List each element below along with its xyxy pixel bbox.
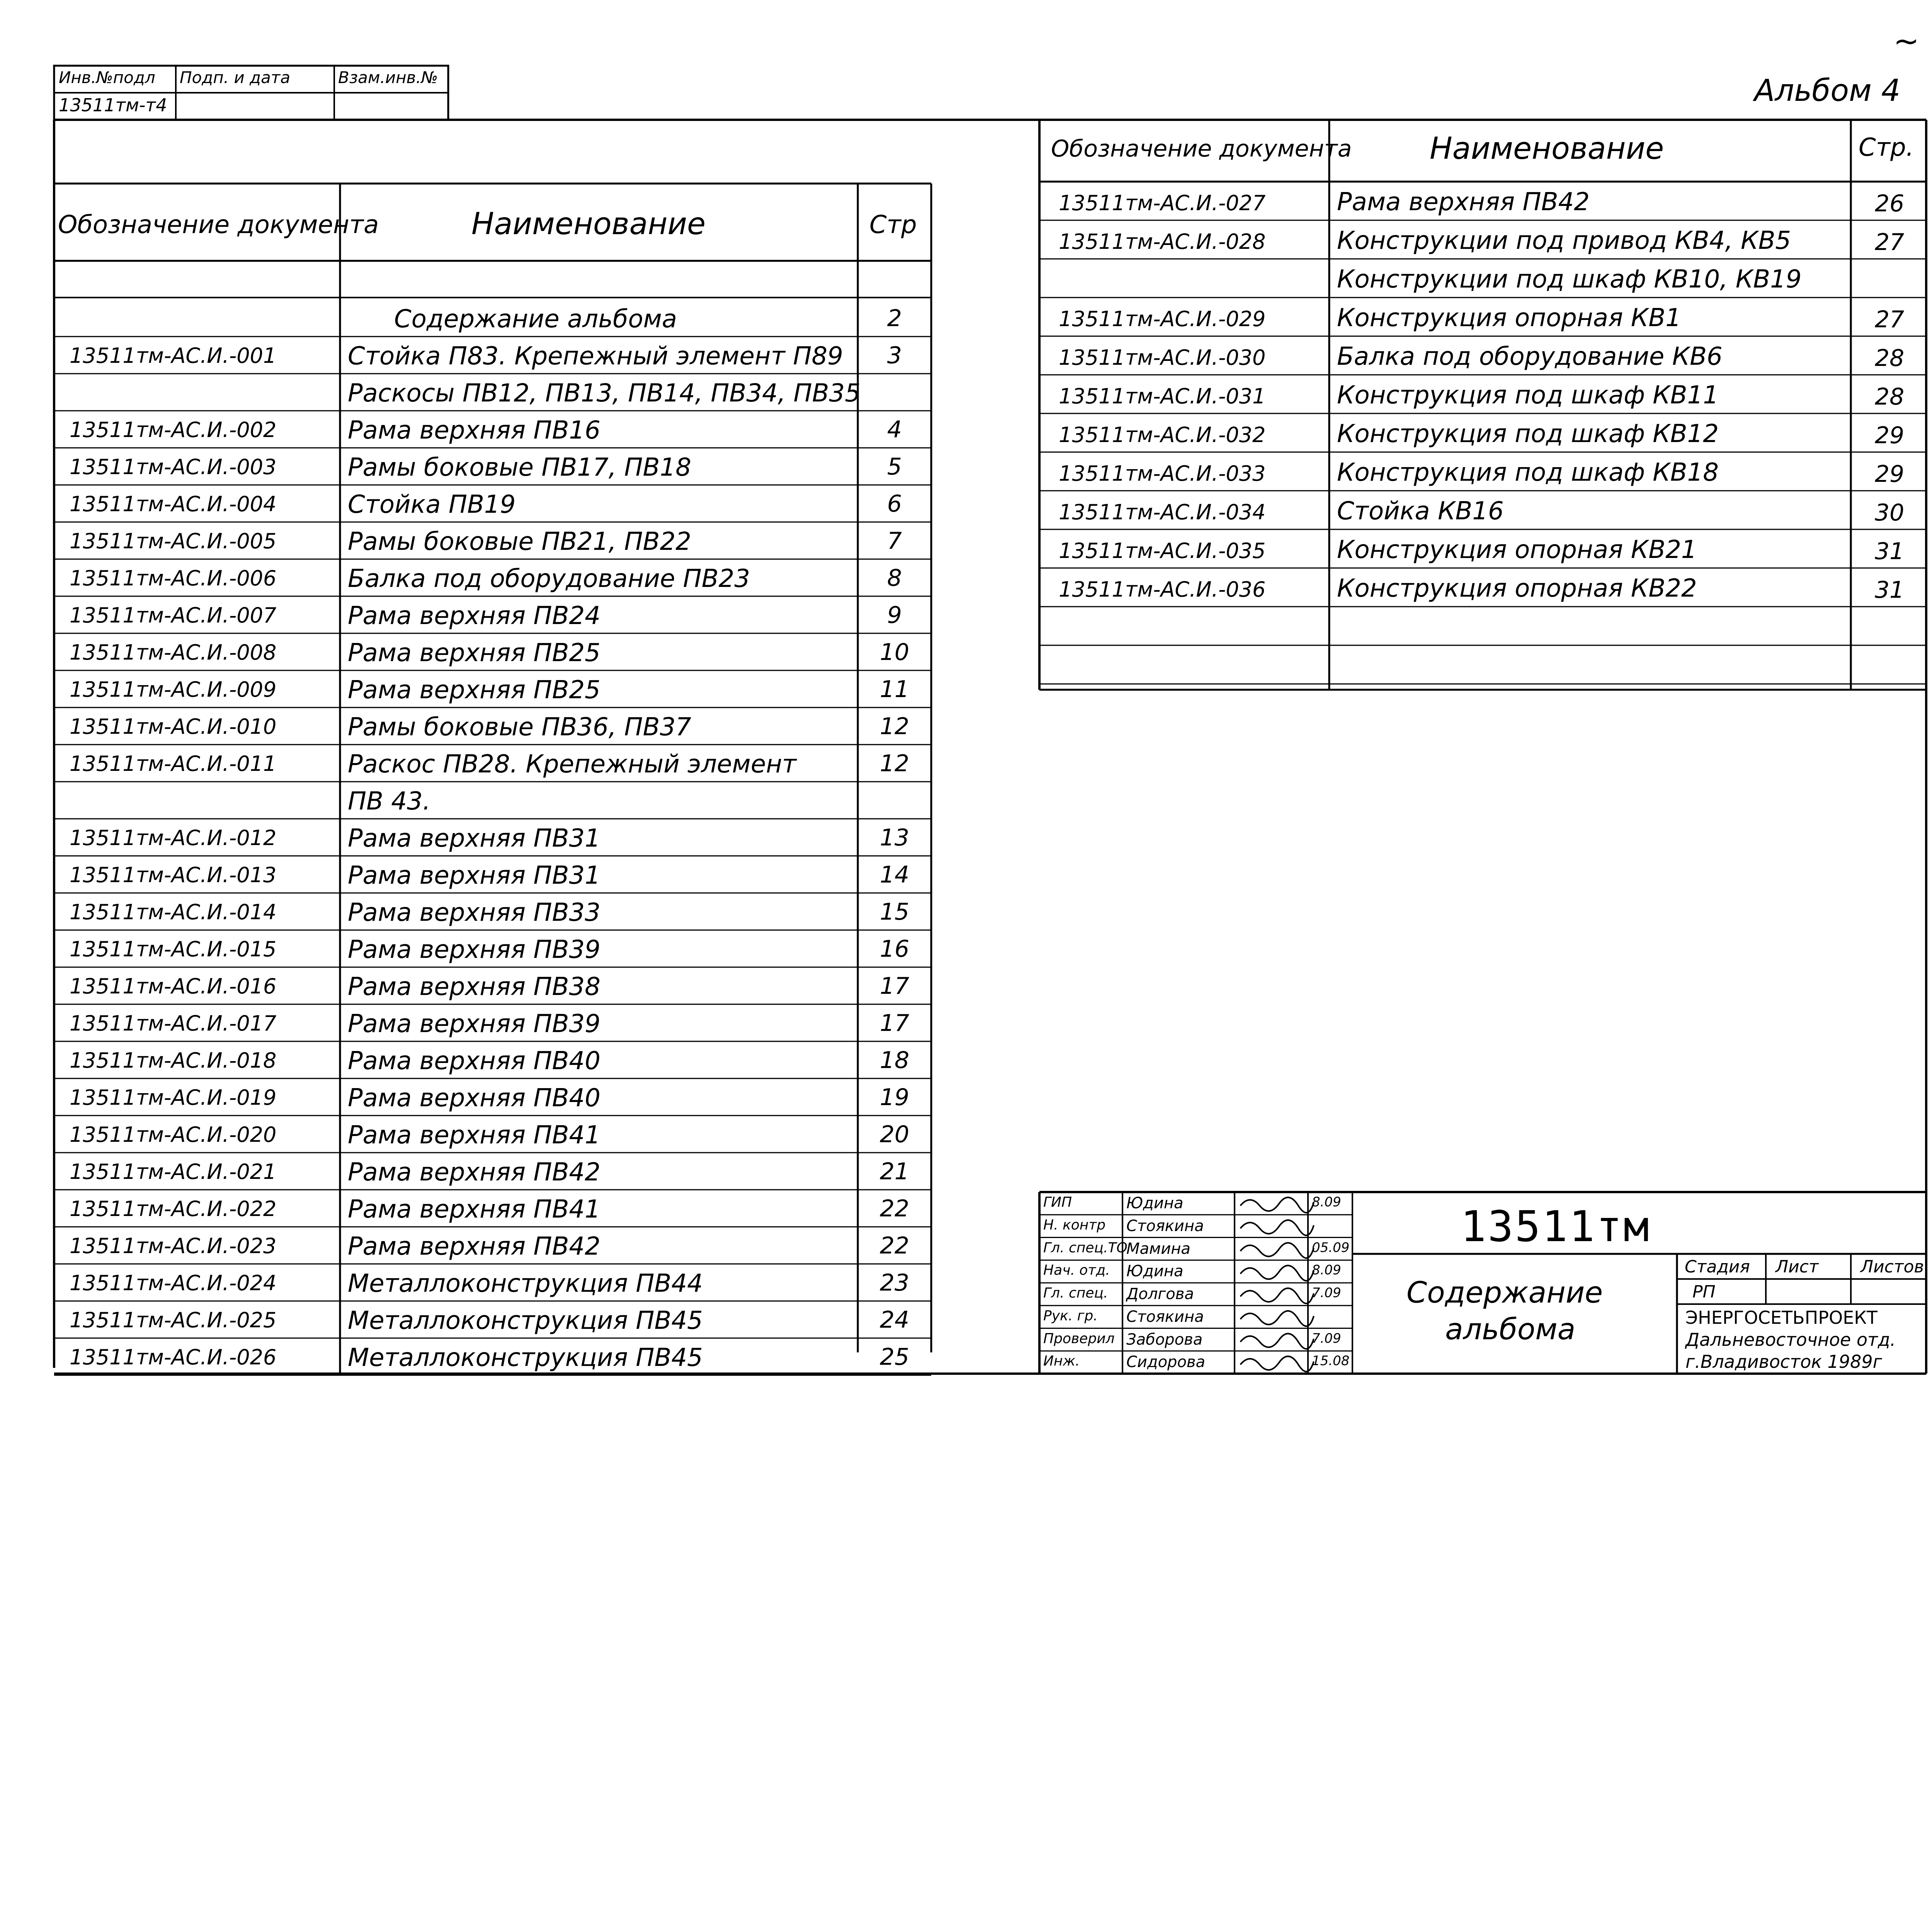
left-row-name: Рама верхняя ПВ38 <box>348 973 600 1001</box>
title-line-2: альбома <box>1445 1312 1576 1346</box>
right-row-page: 29 <box>1874 422 1905 449</box>
left-row-code: 13511тм-АС.И.-021 <box>70 1160 277 1184</box>
signature-name: Долгова <box>1126 1285 1194 1303</box>
right-row-code: 13511тм-АС.И.-033 <box>1059 461 1266 486</box>
left-row-name: Рамы боковые ПВ36, ПВ37 <box>348 713 691 742</box>
left-header-code: Обозначение документа <box>58 211 379 239</box>
right-row-name: Балка под оборудование КВ6 <box>1337 342 1723 371</box>
right-row-name: Конструкции под привод КВ4, КВ5 <box>1337 226 1791 255</box>
signature-scribble <box>1240 1265 1314 1281</box>
right-row-code: 13511тм-АС.И.-029 <box>1059 307 1266 331</box>
right-row-code: 13511тм-АС.И.-034 <box>1059 500 1266 524</box>
left-row-code: 13511тм-АС.И.-008 <box>70 640 277 665</box>
left-row-code: 13511тм-АС.И.-011 <box>70 752 277 776</box>
right-row-code: 13511тм-АС.И.-027 <box>1059 191 1266 215</box>
left-row-page: 22 <box>879 1232 910 1259</box>
left-row-code: 13511тм-АС.И.-006 <box>70 566 277 590</box>
left-row-name: Рама верхняя ПВ25 <box>348 639 600 667</box>
left-row-name: Раскосы ПВ12, ПВ13, ПВ14, ПВ34, ПВ35 <box>348 379 861 408</box>
left-row-code: 13511тм-АС.И.-013 <box>70 863 277 887</box>
left-row-page: 25 <box>879 1344 910 1371</box>
left-row-name: Рама верхняя ПВ31 <box>348 861 600 890</box>
right-row-code: 13511тм-АС.И.-032 <box>1059 423 1266 447</box>
left-row-name: Металлоконструкция ПВ45 <box>348 1306 703 1335</box>
page-mark: ~ <box>1893 23 1920 59</box>
left-header-page: Стр <box>869 211 917 239</box>
right-row-page: 28 <box>1874 345 1905 372</box>
right-row-name: Конструкции под шкаф КВ10, КВ19 <box>1337 265 1802 294</box>
stage-value: РП <box>1692 1282 1716 1302</box>
left-row-page: 9 <box>887 602 902 629</box>
signature-scribble <box>1240 1333 1314 1349</box>
left-row-code: 13511тм-АС.И.-019 <box>70 1085 277 1110</box>
left-row-name: Металлоконструкция ПВ45 <box>348 1344 703 1372</box>
album-label: Альбом 4 <box>1754 73 1901 108</box>
left-row-code: 13511тм-АС.И.-016 <box>70 974 277 998</box>
stage-header: Стадия <box>1685 1257 1750 1277</box>
left-row-code: 13511тм-АС.И.-014 <box>70 900 277 924</box>
right-row-name: Конструкция опорная КВ1 <box>1337 304 1681 332</box>
left-row-name: Рама верхняя ПВ33 <box>348 898 600 927</box>
signature-role: Гл. спец.ТО <box>1043 1240 1128 1256</box>
left-row-name: Рама верхняя ПВ16 <box>348 416 600 445</box>
left-row-name: Стойка ПВ19 <box>348 490 516 519</box>
left-row-name: Рама верхняя ПВ31 <box>348 824 600 853</box>
signature-scribble <box>1240 1311 1314 1327</box>
signature-scribble <box>1240 1356 1314 1372</box>
inventory-col3-header: Взам.инв.№ <box>338 68 438 87</box>
signature-role: Нач. отд. <box>1043 1262 1110 1279</box>
left-row-code: 13511тм-АС.И.-001 <box>70 344 277 368</box>
right-row-name: Конструкция опорная КВ22 <box>1337 574 1697 603</box>
left-row-code: 13511тм-АС.И.-022 <box>70 1197 277 1221</box>
left-row-name: Балка под оборудование ПВ23 <box>348 565 750 593</box>
left-row-name: Рама верхняя ПВ41 <box>348 1121 600 1150</box>
right-header-code: Обозначение документа <box>1051 135 1352 162</box>
left-row-name: Рама верхняя ПВ39 <box>348 1010 600 1038</box>
signature-role: Н. контр <box>1043 1217 1106 1233</box>
left-header-name: Наименование <box>471 207 706 242</box>
left-row-code: 13511тм-АС.И.-024 <box>70 1271 277 1295</box>
left-row-name: Рама верхняя ПВ40 <box>348 1084 600 1112</box>
left-row-name: Рама верхняя ПВ40 <box>348 1047 600 1075</box>
title-line-1: Содержание <box>1406 1275 1603 1310</box>
org-line-3: г.Владивосток 1989г <box>1685 1351 1882 1372</box>
signature-role: Рук. гр. <box>1043 1308 1098 1324</box>
sheet-header: Лист <box>1776 1257 1819 1277</box>
left-row-code: 13511тм-АС.И.-010 <box>70 714 277 739</box>
left-row-page: 21 <box>879 1158 910 1185</box>
left-row-name: Рама верхняя ПВ42 <box>348 1232 600 1261</box>
org-line-2: Дальневосточное отд. <box>1685 1329 1896 1350</box>
left-row-name: Содержание альбома <box>394 305 677 333</box>
left-row-code: 13511тм-АС.И.-005 <box>70 529 277 553</box>
signature-name: Сидорова <box>1126 1353 1206 1371</box>
left-row-page: 15 <box>879 898 910 925</box>
left-row-code: 13511тм-АС.И.-017 <box>70 1011 277 1036</box>
inventory-col2-header: Подп. и дата <box>180 68 291 87</box>
right-row-name: Конструкция под шкаф КВ11 <box>1337 381 1719 410</box>
left-row-name: Рамы боковые ПВ17, ПВ18 <box>348 453 691 482</box>
left-row-name: Стойка П83. Крепежный элемент П89 <box>348 342 843 371</box>
right-row-name: Конструкция под шкаф КВ18 <box>1337 458 1719 487</box>
left-row-code: 13511тм-АС.И.-025 <box>70 1308 277 1332</box>
signature-name: Стоякина <box>1126 1308 1204 1326</box>
left-row-code: 13511тм-АС.И.-023 <box>70 1234 277 1258</box>
signature-date: 15.08 <box>1312 1353 1350 1369</box>
left-row-page: 19 <box>879 1084 910 1111</box>
left-row-code: 13511тм-АС.И.-012 <box>70 826 277 850</box>
org-line-1: ЭНЕРГОСЕТЬПРОЕКТ <box>1685 1307 1878 1328</box>
signature-name: Мамина <box>1126 1240 1190 1258</box>
left-row-name: Рама верхняя ПВ24 <box>348 602 600 630</box>
left-row-page: 13 <box>879 824 910 851</box>
left-row-name: Рама верхняя ПВ25 <box>348 676 600 704</box>
left-row-name: ПВ 43. <box>348 787 431 816</box>
right-header-page: Стр. <box>1859 133 1914 162</box>
sheets-header: Листов <box>1861 1257 1924 1277</box>
right-row-code: 13511тм-АС.И.-036 <box>1059 577 1266 602</box>
signature-name: Стоякина <box>1126 1217 1204 1235</box>
left-row-code: 13511тм-АС.И.-015 <box>70 937 277 961</box>
inventory-col1-value: 13511тм-т4 <box>59 95 167 116</box>
signature-scribble <box>1240 1243 1314 1258</box>
left-row-name: Рама верхняя ПВ39 <box>348 935 600 964</box>
signature-date: 8.09 <box>1312 1262 1341 1278</box>
left-row-page: 6 <box>887 490 902 517</box>
right-row-name: Стойка КВ16 <box>1337 497 1504 526</box>
left-row-code: 13511тм-АС.И.-018 <box>70 1048 277 1073</box>
left-row-name: Рама верхняя ПВ42 <box>348 1158 600 1187</box>
left-row-name: Раскос ПВ28. Крепежный элемент <box>348 750 797 779</box>
signature-date: 7.09 <box>1312 1330 1341 1346</box>
signature-scribble <box>1240 1197 1314 1213</box>
left-row-page: 16 <box>879 935 910 963</box>
left-row-code: 13511тм-АС.И.-009 <box>70 677 277 702</box>
signature-date: 05.09 <box>1312 1240 1350 1255</box>
right-row-page: 27 <box>1874 306 1905 333</box>
left-row-page: 10 <box>879 639 910 666</box>
right-row-page: 30 <box>1874 499 1905 526</box>
left-row-code: 13511тм-АС.И.-020 <box>70 1122 277 1147</box>
right-row-page: 26 <box>1874 190 1905 217</box>
left-row-name: Металлоконструкция ПВ44 <box>348 1269 703 1298</box>
left-row-page: 24 <box>879 1306 910 1333</box>
signature-date: 8.09 <box>1312 1194 1341 1210</box>
signature-role: Проверил <box>1043 1330 1115 1347</box>
signature-name: Юдина <box>1126 1262 1184 1281</box>
left-row-code: 13511тм-АС.И.-007 <box>70 603 277 628</box>
right-row-name: Конструкция под шкаф КВ12 <box>1337 420 1719 448</box>
right-row-code: 13511тм-АС.И.-031 <box>1059 384 1266 408</box>
document-code: 13511тм <box>1461 1202 1651 1251</box>
signature-name: Заборова <box>1126 1330 1203 1349</box>
right-row-code: 13511тм-АС.И.-035 <box>1059 539 1266 563</box>
left-row-page: 23 <box>879 1269 910 1296</box>
inventory-col1-header: Инв.№подл <box>59 68 155 87</box>
left-row-name: Рама верхняя ПВ41 <box>348 1195 600 1224</box>
right-row-page: 27 <box>1874 229 1905 256</box>
signature-date: 7.09 <box>1312 1285 1341 1301</box>
left-row-page: 17 <box>879 1010 910 1037</box>
left-row-page: 2 <box>887 305 902 332</box>
signature-scribble <box>1240 1220 1314 1236</box>
left-row-page: 17 <box>879 973 910 1000</box>
right-row-page: 31 <box>1874 538 1905 565</box>
left-row-code: 13511тм-АС.И.-003 <box>70 455 277 479</box>
right-row-page: 28 <box>1874 383 1905 410</box>
right-row-code: 13511тм-АС.И.-028 <box>1059 230 1266 254</box>
left-row-page: 5 <box>887 453 902 480</box>
right-row-page: 29 <box>1874 461 1905 488</box>
left-row-code: 13511тм-АС.И.-002 <box>70 418 277 442</box>
left-row-page: 20 <box>879 1121 910 1148</box>
left-row-page: 12 <box>879 750 910 777</box>
signature-role: ГИП <box>1043 1194 1072 1210</box>
left-row-page: 7 <box>887 527 902 554</box>
signature-name: Юдина <box>1126 1194 1184 1212</box>
left-row-name: Рамы боковые ПВ21, ПВ22 <box>348 527 691 556</box>
left-row-page: 8 <box>887 565 902 592</box>
signature-role: Гл. спец. <box>1043 1285 1108 1301</box>
left-row-page: 22 <box>879 1195 910 1222</box>
left-row-page: 12 <box>879 713 910 740</box>
left-row-page: 3 <box>887 342 902 369</box>
signature-scribble <box>1240 1288 1314 1304</box>
right-row-name: Рама верхняя ПВ42 <box>1337 188 1590 216</box>
left-row-page: 14 <box>879 861 910 888</box>
left-row-code: 13511тм-АС.И.-026 <box>70 1345 277 1369</box>
right-header-name: Наименование <box>1430 131 1664 166</box>
left-row-page: 4 <box>887 416 902 443</box>
left-row-page: 11 <box>879 676 910 703</box>
signature-role: Инж. <box>1043 1353 1080 1369</box>
right-row-page: 31 <box>1874 577 1905 604</box>
right-row-code: 13511тм-АС.И.-030 <box>1059 345 1266 370</box>
left-row-page: 18 <box>879 1047 910 1074</box>
left-row-code: 13511тм-АС.И.-004 <box>70 492 277 516</box>
right-row-name: Конструкция опорная КВ21 <box>1337 536 1697 564</box>
